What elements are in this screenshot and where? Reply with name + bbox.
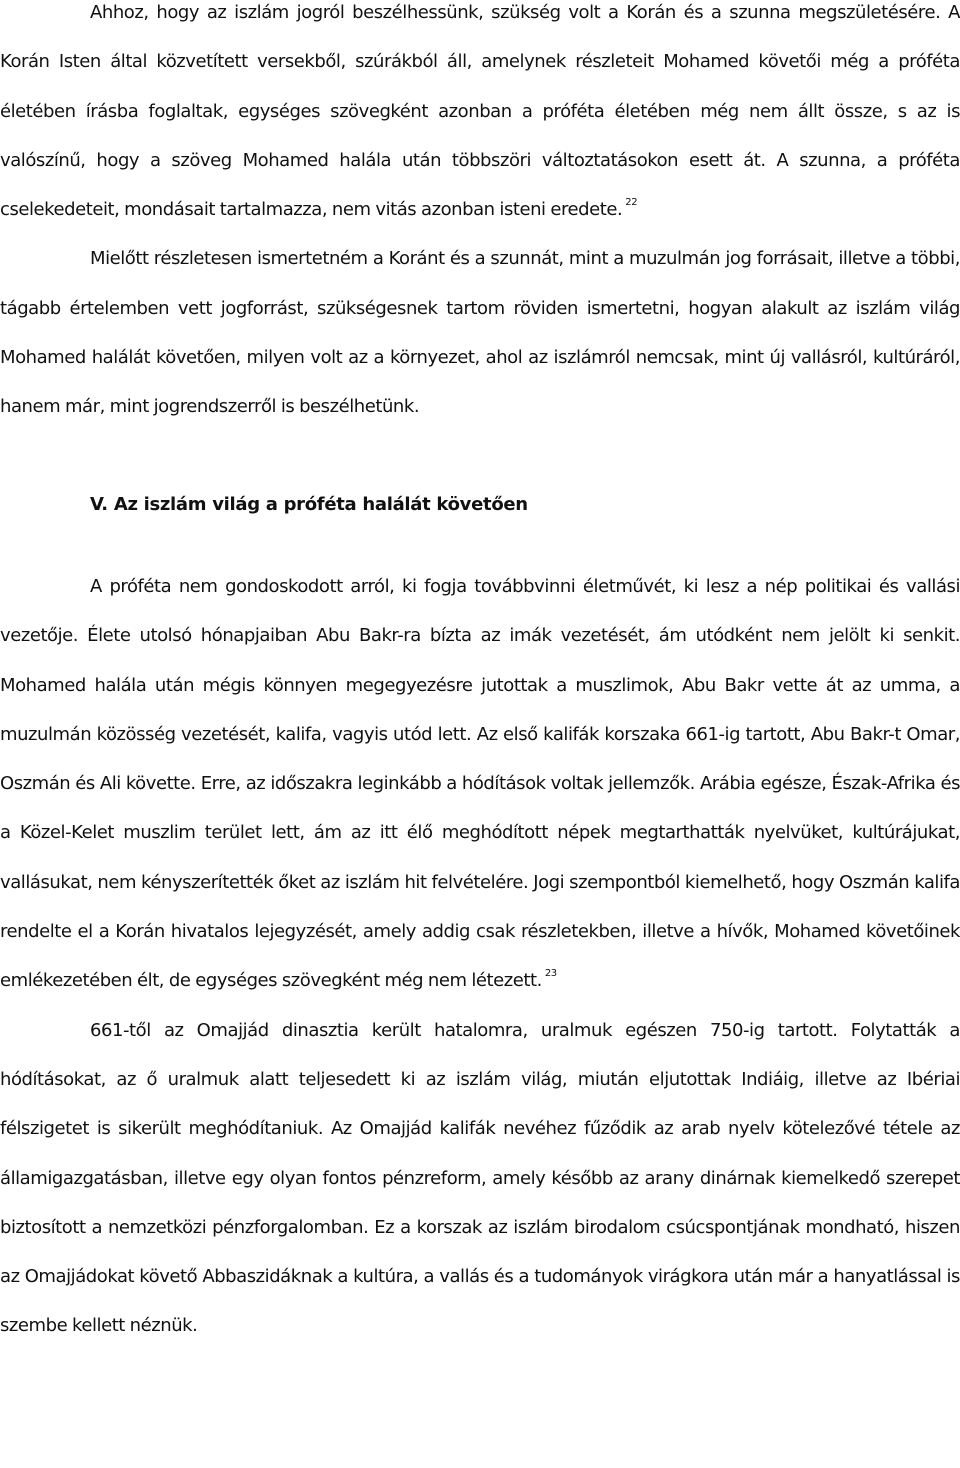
footnote-reference[interactable]: 23 (544, 968, 557, 980)
paragraph-text: Ahhoz, hogy az iszlám jogról beszélhessünk, szükség volt a Korán és a szunna megszületésére. A Korán Isten által közvetített versekből, szúrákból áll, amelynek részleteit Mohamed követői még a próféta életében írásba foglaltak, egységes szövegként azonban a próféta életében még nem állt össze, s az is valószínű, hogy a szöveg Mohamed halála után többszöri változtatásokon esett át. A szunna, a próféta cselekedeteit, mondásait tartalmazza, nem vitás azonban isteni eredete. (0, 2, 960, 221)
paragraph-text: 661-től az Omajjád dinasztia került hatalomra, uralmuk egészen 750-ig tartott. Folytatták a hódításokat, az ő uralmuk alatt teljesedett ki az iszlám világ, miután eljutottak Indiáig, illetve az Ibériai félszigetet is sikerült meghódítaniuk. Az Omajjád kalifák nevéhez fűződik az arab nyelv kötelezővé tétele az államigazgatásban, illetve egy olyan fontos pénzreform, amely később az arany dinárnak kiemelkedő szerepet biztosított a nemzetközi pénzforgalomban. Ez a korszak az iszlám birodalom csúcspontjának mondható, hiszen az Omajjádokat követő Abbaszidáknak a kultúra, a vallás és a tudományok virágkora után már a hanyatlással is szembe kellett néznük. (0, 1019, 960, 1337)
section-heading: V. Az iszlám világ a próféta halálát követően (90, 493, 528, 515)
body-paragraph (0, 234, 960, 431)
footnote-reference[interactable]: 22 (625, 197, 638, 209)
body-paragraph (0, 0, 960, 234)
section-spacer (0, 432, 960, 480)
body-paragraph (0, 562, 960, 1006)
paragraph-text: Mielőtt részletesen ismertetném a Koránt és a szunnát, mint a muzulmán jog forrásait, illetve a többi, tágabb értelemben vett jogforrást, szükségesnek tartom röviden ismertetni, hogyan alakult az iszlám világ Mohamed halálát követően, milyen volt az a környezet, ahol az iszlámról nemcsak, mint új vallásról, kultúráról, hanem már, mint jogrendszerről is beszélhetünk. (0, 248, 960, 418)
paragraph-text: A próféta nem gondoskodott arról, ki fogja továbbvinni életművét, ki lesz a nép politikai és vallási vezetője. Élete utolsó hónapjaiban Abu Bakr-ra bízta az imák vezetését, ám utódként nem jelölt ki senkit. Mohamed halála után mégis könnyen megegyezésre jutottak a muszlimok, Abu Bakr vette át az umma, a muzulmán közösség vezetését, kalifa, vagyis utód lett. Az első kalifák korszaka 661-ig tartott, Abu Bakr-t Omar, Oszmán és Ali követte. Erre, az időszakra leginkább a hódítások voltak jellemzők. Arábia egésze, Észak-Afrika és a Közel-Kelet muszlim terület lett, ám az itt élő meghódított népek megtarthatták nyelvüket, kultúrájukat, vallásukat, nem kényszerítették őket az iszlám hit felvételére. Jogi szempontból kiemelhető, hogy Oszmán kalifa rendelte el a Korán hivatalos lejegyzését, amely addig csak részletekben, illetve a hívők, Mohamed követőinek emlékezetében élt, de egységes szövegként még nem létezett. (0, 575, 960, 992)
body-paragraph (0, 1006, 960, 1351)
